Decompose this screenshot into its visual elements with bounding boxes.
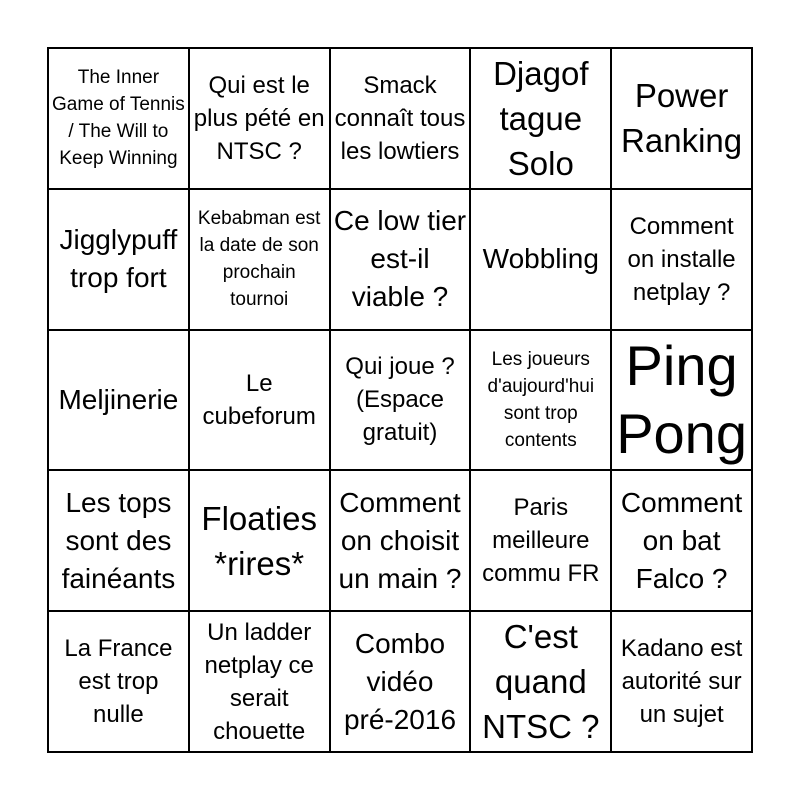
cell-text: Smack connaît tous les lowtiers <box>334 71 466 165</box>
cell-text: Qui joue ? (Espace gratuit) <box>345 353 455 447</box>
bingo-cell[interactable] <box>330 48 471 189</box>
cell-text: Jigglypuff trop fort <box>59 224 178 294</box>
cell-text: Comment on choisit un main ? <box>338 486 462 594</box>
cell-text: Comment on bat Falco ? <box>620 486 743 594</box>
cell-text: Comment on installe netplay ? <box>627 212 736 306</box>
cell-text: Kebabman est la date de son prochain tournoi <box>197 208 321 311</box>
bingo-cell[interactable] <box>611 470 752 611</box>
cell-text: Un ladder netplay ce serait chouette <box>204 618 314 745</box>
bingo-board <box>47 47 753 753</box>
bingo-cell[interactable] <box>611 189 752 330</box>
cell-text: Djagof tague Solo <box>493 54 589 182</box>
cell-text: Kadano est autorité sur un sujet <box>620 635 743 729</box>
cell-text: Les tops sont des fainéants <box>61 486 176 594</box>
cell-text: Ce low tier est-il viable ? <box>333 205 467 313</box>
cell-text: Ping Pong <box>616 333 747 465</box>
cell-text: Le cubeforum <box>202 369 316 430</box>
bingo-cell[interactable] <box>189 330 330 471</box>
bingo-cell[interactable] <box>470 330 611 471</box>
bingo-cell[interactable] <box>189 470 330 611</box>
bingo-cell[interactable] <box>330 611 471 752</box>
cell-text: Paris meilleure commu FR <box>482 494 600 588</box>
bingo-cell[interactable] <box>48 189 189 330</box>
bingo-cell[interactable] <box>48 470 189 611</box>
bingo-cell[interactable] <box>48 48 189 189</box>
cell-text: C'est quand NTSC ? <box>482 618 600 746</box>
cell-text: Power Ranking <box>621 77 743 160</box>
cell-text: La France est trop nulle <box>64 635 173 729</box>
cell-text: The Inner Game of Tennis / The Will to Keep Winning <box>52 67 185 170</box>
bingo-cell[interactable] <box>189 189 330 330</box>
bingo-cell[interactable] <box>611 611 752 752</box>
bingo-cell[interactable] <box>470 48 611 189</box>
bingo-cell[interactable] <box>470 470 611 611</box>
cell-text: Floaties *rires* <box>201 499 317 582</box>
cell-text: Qui est le plus pété en NTSC ? <box>193 71 325 165</box>
bingo-cell[interactable] <box>189 48 330 189</box>
cell-text: Combo vidéo pré-2016 <box>343 627 457 735</box>
bingo-cell[interactable] <box>470 611 611 752</box>
cell-text: Wobbling <box>482 243 599 275</box>
bingo-cell[interactable] <box>611 48 752 189</box>
bingo-cell[interactable] <box>330 189 471 330</box>
bingo-cell[interactable] <box>189 611 330 752</box>
bingo-cell[interactable] <box>48 330 189 471</box>
bingo-cell[interactable] <box>330 470 471 611</box>
bingo-cell[interactable] <box>611 330 752 471</box>
bingo-cell[interactable] <box>330 330 471 471</box>
bingo-cell[interactable] <box>48 611 189 752</box>
bingo-cell[interactable] <box>470 189 611 330</box>
cell-text: Les joueurs d'aujourd'hui sont trop contents <box>487 348 595 451</box>
cell-text: Meljinerie <box>58 383 179 415</box>
